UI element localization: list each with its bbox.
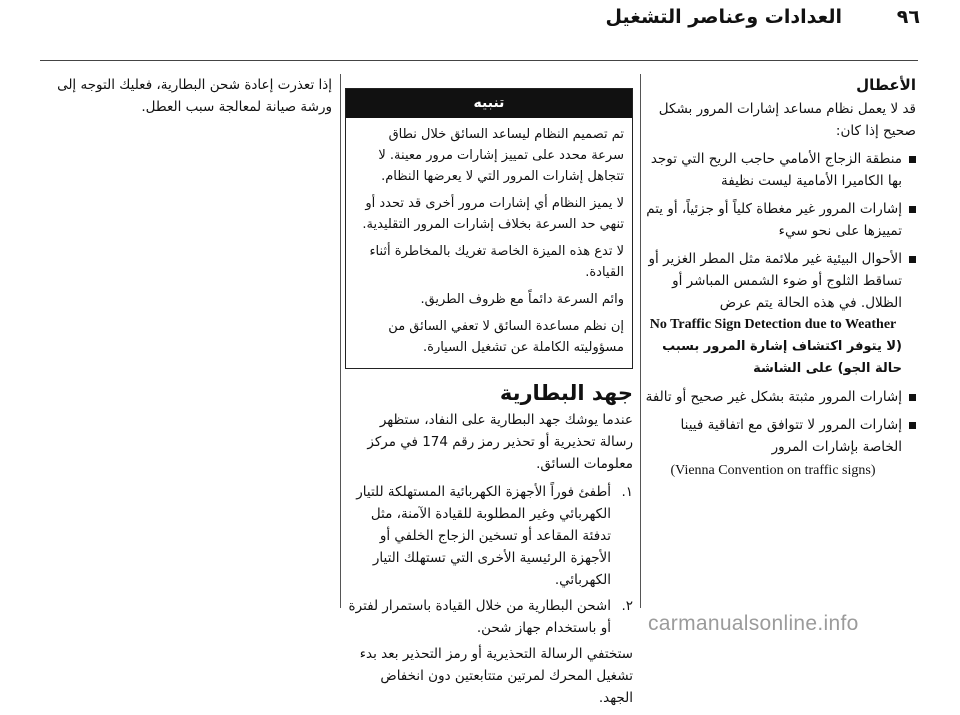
column-divider <box>340 74 341 608</box>
list-item: منطقة الزجاج الأمامي حاجب الريح التي توجد بها الكاميرا الأمامية ليست نظيفة <box>644 148 916 192</box>
step-text: اشحن البطارية من خلال القيادة باستمرار لفترة أو باستخدام جهاز شحن. <box>348 598 611 636</box>
battery-intro: عندما يوشك جهد البطارية على النفاد، ستظهر رسالة تحذيرية أو تحذير رمز رقم 174 في مركز معلومات السائق. <box>367 412 633 472</box>
weather-notice-translation: (لا يتوفر اكتشاف إشارة المرور بسبب حالة الجو) على الشاشة <box>662 339 902 376</box>
list-item <box>345 595 633 639</box>
malfunctions-list <box>644 148 916 482</box>
watermark: carmanualsonline.info <box>648 612 859 635</box>
step-text: أطفئ فوراً الأجهزة الكهربائية المستهلكة للتيار الكهربائي وغير المطلوبة للقيادة الآمنة، مثل تدفئة المقاعد أو تسخين الزجاج الخلفي أو الأجهزة الرئيسية الأخرى التي تستهلك التيار الكهربائي. <box>356 484 611 588</box>
list-item <box>644 414 916 482</box>
column-divider <box>640 74 641 608</box>
step-number: ٢. <box>621 598 633 614</box>
notice-box <box>345 88 633 369</box>
notice-paragraph: إن نظم مساعدة السائق لا تعفي السائق من مسؤوليته الكاملة عن تشغيل السيارة. <box>388 319 624 355</box>
page-number: ٩٦ <box>896 6 920 28</box>
notice-paragraph: لا تدع هذه الميزة الخاصة تغريك بالمخاطرة أثناء القيادة. <box>369 244 624 280</box>
notice-paragraph: تم تصميم النظام ليساعد السائق خلال نطاق سرعة محدد على تمييز إشارات مرور معينة. لا تتجاهل إشارات المرور التي لا يعرضها النظام. <box>378 127 624 184</box>
list-item <box>644 248 916 380</box>
list-item-text: الأحوال البيئية غير ملائمة مثل المطر الغزير أو تساقط الثلوج أو ضوء الشمس المباشر أو الظلال. في هذه الحالة يتم عرض <box>648 251 902 311</box>
battery-voltage-heading: جهد البطارية <box>499 381 633 405</box>
battery-steps <box>345 481 633 639</box>
malfunctions-column <box>644 74 916 488</box>
middle-column <box>345 88 633 715</box>
list-item: إشارات المرور مثبتة بشكل غير صحيح أو تالفة <box>644 386 916 408</box>
section-title: العدادات وعناصر التشغيل <box>605 6 842 28</box>
notice-body <box>346 118 632 368</box>
battery-section <box>345 409 633 709</box>
weather-notice-message: No Traffic Sign Detection due to Weather <box>649 317 897 332</box>
notice-paragraph: وائم السرعة دائماً مع ظروف الطريق. <box>420 292 624 307</box>
left-column <box>50 74 332 124</box>
notice-title: تنبيه <box>346 89 632 118</box>
malfunctions-intro: قد لا يعمل نظام مساعد إشارات المرور بشكل صحيح إذا كان: <box>658 101 916 139</box>
battery-outro: ستختفي الرسالة التحذيرية أو رمز التحذير بعد بدء تشغيل المحرك لمرتين متتابعتين دون انخفاض الجهد. <box>359 646 633 706</box>
vienna-convention-note: (Vienna Convention on traffic signs) <box>670 463 876 478</box>
notice-paragraph: لا يميز النظام أي إشارات مرور أخرى قد تحدد أو تنهي حد السرعة بخلاف إشارات المرور التقليدية. <box>362 196 624 232</box>
list-item: إشارات المرور غير مغطاة كلياً أو جزئياً، أو يتم تمييزها على نحو سيء <box>644 198 916 242</box>
list-item-text: إشارات المرور لا تتوافق مع اتفاقية فيينا الخاصة بإشارات المرور <box>680 417 902 455</box>
list-item <box>345 481 633 591</box>
step-number: ١. <box>621 484 633 500</box>
battery-recharge-note: إذا تعذرت إعادة شحن البطارية، فعليك التوجه إلى ورشة صيانة لمعالجة سبب العطل. <box>57 77 332 115</box>
header-divider <box>40 60 918 61</box>
malfunctions-heading: الأعطال <box>856 76 916 94</box>
